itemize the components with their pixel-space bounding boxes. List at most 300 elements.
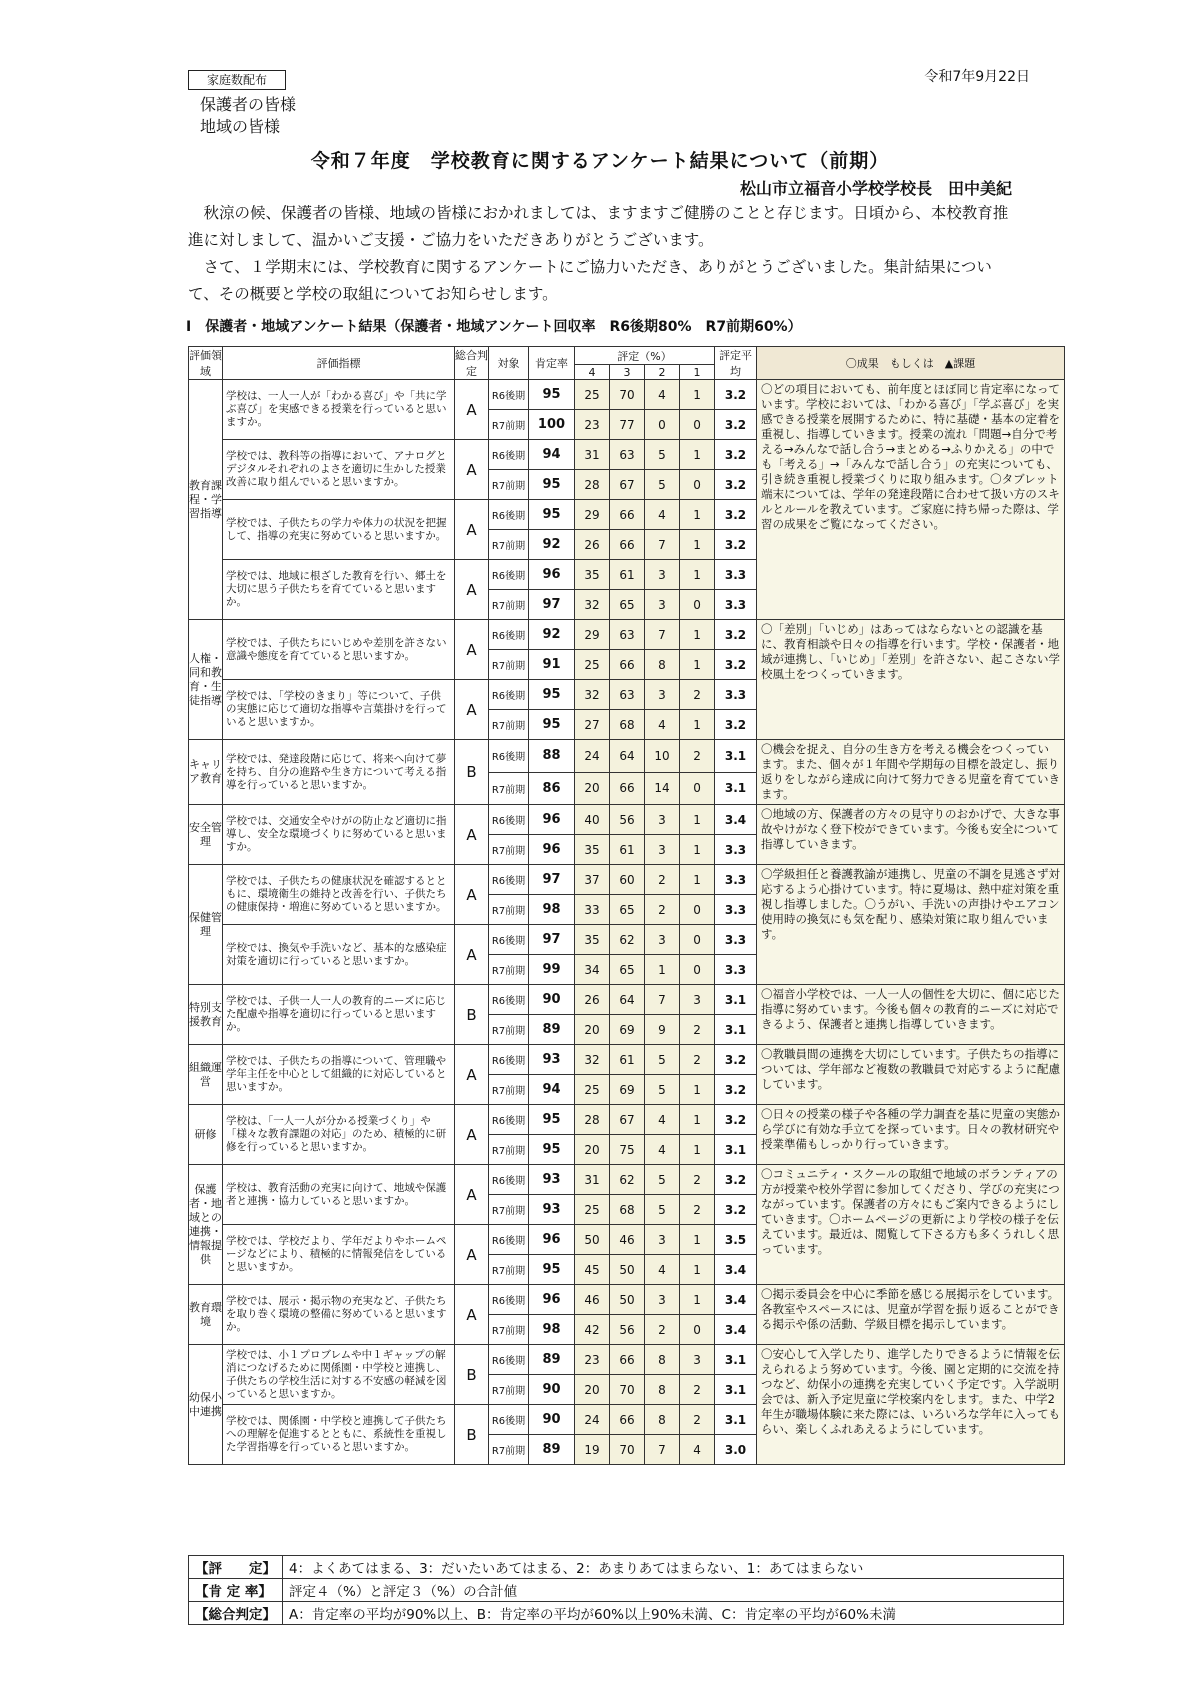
eval4-cell: 32 — [575, 680, 610, 710]
term-cell: R7前期 — [489, 1435, 529, 1465]
eval2-cell: 4 — [645, 1255, 680, 1285]
term-cell: R6後期 — [489, 925, 529, 955]
eval1-cell: 1 — [680, 530, 715, 560]
rate-cell: 95 — [529, 380, 575, 410]
avg-cell: 3.5 — [715, 1225, 757, 1255]
indicator-cell: 学校では、地域に根ざした教育を行い、郷土を大切に思う子供たちを育てていると思いますか。 — [223, 560, 455, 620]
result-cell: 〇「差別」「いじめ」はあってはならないとの認識を基に、教育相談や日々の指導を行います。学校・保護者・地域が連携し、「いじめ」「差別」を許さない、起こさない学校風土をつくっていきます。 — [757, 620, 1065, 740]
indicator-cell: 学校では、教科等の指導において、アナログとデジタルそれぞれのよさを適切に生かした授業改善に取り組んでいると思いますか。 — [223, 440, 455, 500]
result-cell: 〇学級担任と養護教諭が連携し、児童の不調を見逃さず対応するよう心掛けています。特に夏場は、熱中症対策を重視し指導しました。〇うがい、手洗いの声掛けやエアコン使用時の換気にも気を配り、感染対策に取り組んでいます。 — [757, 865, 1065, 985]
eval1-cell: 2 — [680, 1375, 715, 1405]
header-eval: 評定（%） — [575, 347, 715, 365]
eval2-cell: 0 — [645, 410, 680, 440]
eval1-cell: 2 — [680, 740, 715, 773]
eval1-cell: 3 — [680, 1345, 715, 1375]
avg-cell: 3.3 — [715, 895, 757, 925]
eval3-cell: 50 — [610, 1255, 645, 1285]
author-line: 松山市立福音小学校学校長 田中美紀 — [739, 179, 1012, 198]
avg-cell: 3.3 — [715, 925, 757, 955]
section-title: Ⅰ 保護者・地域アンケート結果（保護者・地域アンケート回収率 R6後期80% R7前期60%） — [186, 319, 802, 335]
header-e3: 3 — [610, 365, 645, 380]
term-cell: R7前期 — [489, 835, 529, 865]
rate-cell: 95 — [529, 710, 575, 740]
result-cell: 〇地域の方、保護者の方々の見守りのおかげで、大きな事故やけがなく登下校ができています。今後も安全について指導していきます。 — [757, 805, 1065, 865]
eval2-cell: 2 — [645, 1315, 680, 1345]
avg-cell: 3.4 — [715, 1255, 757, 1285]
avg-cell: 3.1 — [715, 1135, 757, 1165]
rate-cell: 96 — [529, 805, 575, 835]
eval2-cell: 5 — [645, 1165, 680, 1195]
term-cell: R7前期 — [489, 530, 529, 560]
avg-cell: 3.1 — [715, 1405, 757, 1435]
term-cell: R7前期 — [489, 1135, 529, 1165]
avg-cell: 3.3 — [715, 680, 757, 710]
legend-key-judge: 【総合判定】 — [189, 1602, 283, 1625]
term-cell: R6後期 — [489, 805, 529, 835]
indicator-cell: 学校では、「学校のきまり」等について、子供の実態に応じて適切な指導や言葉掛けを行っていると思いますか。 — [223, 680, 455, 740]
eval2-cell: 4 — [645, 380, 680, 410]
eval4-cell: 29 — [575, 500, 610, 530]
term-cell: R6後期 — [489, 1105, 529, 1135]
eval2-cell: 9 — [645, 1015, 680, 1045]
term-cell: R7前期 — [489, 895, 529, 925]
area-cell: 特別支援教育 — [189, 985, 223, 1045]
legend-value-rate: 評定４（%）と評定３（%）の合計値 — [283, 1579, 1064, 1602]
term-cell: R7前期 — [489, 1315, 529, 1345]
eval1-cell: 1 — [680, 650, 715, 680]
eval4-cell: 25 — [575, 650, 610, 680]
term-cell: R6後期 — [489, 560, 529, 590]
eval1-cell: 0 — [680, 925, 715, 955]
indicator-cell: 学校では、子供一人一人の教育的ニーズに応じた配慮や指導を適切に行っていると思いますか。 — [223, 985, 455, 1045]
judge-cell: A — [455, 1045, 489, 1105]
term-cell: R6後期 — [489, 440, 529, 470]
avg-cell: 3.1 — [715, 1375, 757, 1405]
eval3-cell: 66 — [610, 772, 645, 805]
term-cell: R6後期 — [489, 1225, 529, 1255]
avg-cell: 3.2 — [715, 1195, 757, 1225]
eval2-cell: 5 — [645, 440, 680, 470]
judge-cell: A — [455, 620, 489, 680]
eval2-cell: 3 — [645, 805, 680, 835]
rate-cell: 89 — [529, 1345, 575, 1375]
eval1-cell: 1 — [680, 1105, 715, 1135]
rate-cell: 98 — [529, 895, 575, 925]
rate-cell: 92 — [529, 530, 575, 560]
eval3-cell: 65 — [610, 955, 645, 985]
judge-cell: A — [455, 1285, 489, 1345]
eval2-cell: 3 — [645, 1285, 680, 1315]
rate-cell: 94 — [529, 1075, 575, 1105]
eval2-cell: 4 — [645, 1105, 680, 1135]
rate-cell: 95 — [529, 1105, 575, 1135]
eval2-cell: 2 — [645, 865, 680, 895]
avg-cell: 3.2 — [715, 380, 757, 410]
area-cell: 教育課程・学習指導 — [189, 380, 223, 620]
addressee-parents: 保護者の皆様 — [200, 95, 297, 114]
issue-date: 令和7年9月22日 — [924, 69, 1030, 85]
result-cell: 〇福音小学校では、一人一人の個性を大切に、個に応じた指導に努めています。今後も個々の教育的ニーズに対応できるよう、保護者と連携し指導していきます。 — [757, 985, 1065, 1045]
eval2-cell: 4 — [645, 710, 680, 740]
rate-cell: 94 — [529, 440, 575, 470]
indicator-cell: 学校は、教育活動の充実に向けて、地域や保護者と連携・協力していると思いますか。 — [223, 1165, 455, 1225]
header-area: 評価領域 — [189, 347, 223, 380]
rate-cell: 95 — [529, 680, 575, 710]
eval4-cell: 50 — [575, 1225, 610, 1255]
header-result: 〇成果 もしくは ▲課題 — [757, 347, 1065, 380]
eval4-cell: 23 — [575, 1345, 610, 1375]
eval4-cell: 35 — [575, 835, 610, 865]
eval3-cell: 69 — [610, 1015, 645, 1045]
eval4-cell: 25 — [575, 380, 610, 410]
judge-cell: A — [455, 925, 489, 985]
rate-cell: 96 — [529, 1225, 575, 1255]
eval3-cell: 56 — [610, 1315, 645, 1345]
rate-cell: 88 — [529, 740, 575, 773]
eval3-cell: 60 — [610, 865, 645, 895]
term-cell: R7前期 — [489, 955, 529, 985]
eval3-cell: 64 — [610, 740, 645, 773]
eval1-cell: 2 — [680, 680, 715, 710]
eval4-cell: 42 — [575, 1315, 610, 1345]
rate-cell: 99 — [529, 955, 575, 985]
avg-cell: 3.2 — [715, 410, 757, 440]
judge-cell: A — [455, 1165, 489, 1225]
eval4-cell: 19 — [575, 1435, 610, 1465]
legend-value-eval: 4：よくあてはまる、3：だいたいあてはまる、2：あまりあてはまらない、1：あてはまらない — [283, 1556, 1064, 1579]
eval3-cell: 68 — [610, 1195, 645, 1225]
table-row — [189, 1045, 1065, 1075]
term-cell: R7前期 — [489, 1075, 529, 1105]
eval1-cell: 1 — [680, 440, 715, 470]
eval3-cell: 66 — [610, 650, 645, 680]
eval3-cell: 68 — [610, 710, 645, 740]
avg-cell: 3.1 — [715, 985, 757, 1015]
avg-cell: 3.2 — [715, 530, 757, 560]
result-cell: 〇日々の授業の様子や各種の学力調査を基に児童の実態から学びに有効な手立てを探っています。日々の教材研究や授業準備もしっかり行っていきます。 — [757, 1105, 1065, 1165]
eval4-cell: 23 — [575, 410, 610, 440]
eval4-cell: 20 — [575, 1375, 610, 1405]
area-cell: キャリア教育 — [189, 740, 223, 805]
eval2-cell: 7 — [645, 620, 680, 650]
eval3-cell: 61 — [610, 835, 645, 865]
header-e1: 1 — [680, 365, 715, 380]
eval1-cell: 1 — [680, 620, 715, 650]
eval3-cell: 61 — [610, 560, 645, 590]
table-row — [189, 985, 1065, 1015]
eval2-cell: 1 — [645, 955, 680, 985]
intro-paragraph: さて、１学期末には、学校教育に関するアンケートにご協力いただき、ありがとうございました。集計結果について、その概要と学校の取組についてお知らせします。 — [188, 258, 992, 303]
table-row — [189, 1165, 1065, 1195]
eval3-cell: 63 — [610, 680, 645, 710]
term-cell: R7前期 — [489, 590, 529, 620]
eval2-cell: 3 — [645, 560, 680, 590]
avg-cell: 3.3 — [715, 590, 757, 620]
judge-cell: A — [455, 805, 489, 865]
term-cell: R6後期 — [489, 1285, 529, 1315]
eval2-cell: 7 — [645, 530, 680, 560]
eval1-cell: 0 — [680, 590, 715, 620]
eval1-cell: 1 — [680, 835, 715, 865]
avg-cell: 3.4 — [715, 1285, 757, 1315]
eval4-cell: 32 — [575, 590, 610, 620]
eval3-cell: 62 — [610, 925, 645, 955]
eval4-cell: 32 — [575, 1045, 610, 1075]
header-indicator: 評価指標 — [223, 347, 455, 380]
eval4-cell: 37 — [575, 865, 610, 895]
eval3-cell: 65 — [610, 590, 645, 620]
term-cell: R6後期 — [489, 865, 529, 895]
results-table — [188, 346, 1065, 1465]
eval1-cell: 1 — [680, 1075, 715, 1105]
result-cell: 〇教職員間の連携を大切にしています。子供たちの指導については、学年部など複数の教職員で対応するように配慮しています。 — [757, 1045, 1065, 1105]
eval3-cell: 67 — [610, 470, 645, 500]
eval2-cell: 3 — [645, 590, 680, 620]
result-cell: 〇掲示委員会を中心に季節を感じる展掲示をしています。各教室やスペースには、児童が学習を振り返ることができる掲示や係の活動、学級目標を掲示しています。 — [757, 1285, 1065, 1345]
term-cell: R7前期 — [489, 772, 529, 805]
eval2-cell: 7 — [645, 1435, 680, 1465]
rate-cell: 96 — [529, 560, 575, 590]
eval4-cell: 28 — [575, 1105, 610, 1135]
eval3-cell: 61 — [610, 1045, 645, 1075]
term-cell: R6後期 — [489, 380, 529, 410]
avg-cell: 3.3 — [715, 560, 757, 590]
indicator-cell: 学校では、子供たちの学力や体力の状況を把握して、指導の充実に努めていると思いますか。 — [223, 500, 455, 560]
result-cell: 〇どの項目においても、前年度とほぼ同じ肯定率になっています。学校においては、「わかる喜び」「学ぶ喜び」を実感できる授業を展開するために、特に基礎・基本の定着を重視し、指導していきます。授業の流れ「問題→自分で考える→みんなで話し合う→まとめる→ふりかえる」の中でも「考える」→「みんなで話し合う」の充実についても、引き続き重視し授業づくりに取り組みます。〇タブレット端末については、学年の発達段階に合わせて扱い方のスキルとルールを教えています。ご家庭に持ち帰った際は、学習の成果をご覧になってください。 — [757, 380, 1065, 620]
eval1-cell: 0 — [680, 895, 715, 925]
indicator-cell: 学校では、子供たちにいじめや差別を許さない意識や態度を育てていると思いますか。 — [223, 620, 455, 680]
eval4-cell: 34 — [575, 955, 610, 985]
area-cell: 安全管理 — [189, 805, 223, 865]
judge-cell: A — [455, 500, 489, 560]
avg-cell: 3.1 — [715, 1345, 757, 1375]
eval1-cell: 0 — [680, 1315, 715, 1345]
avg-cell: 3.2 — [715, 1165, 757, 1195]
eval4-cell: 46 — [575, 1285, 610, 1315]
eval3-cell: 66 — [610, 1405, 645, 1435]
indicator-cell: 学校は、一人一人が「わかる喜び」や「共に学ぶ喜び」を実感できる授業を行っていると思いますか。 — [223, 380, 455, 440]
eval1-cell: 2 — [680, 1405, 715, 1435]
eval1-cell: 1 — [680, 710, 715, 740]
avg-cell: 3.2 — [715, 1045, 757, 1075]
area-cell: 保護者・地域との連携・情報提供 — [189, 1165, 223, 1285]
area-cell: 教育環境 — [189, 1285, 223, 1345]
rate-cell: 91 — [529, 650, 575, 680]
avg-cell: 3.1 — [715, 772, 757, 805]
avg-cell: 3.3 — [715, 835, 757, 865]
indicator-cell: 学校では、交通安全やけがの防止など適切に指導し、安全な環境づくりに努めていると思いますか。 — [223, 805, 455, 865]
indicator-cell: 学校は、「一人一人が分かる授業づくり」や「様々な教育課題の対応」のため、積極的に研修を行っていると思いますか。 — [223, 1105, 455, 1165]
rate-cell: 89 — [529, 1015, 575, 1045]
legend-key-rate: 【肯 定 率】 — [189, 1579, 283, 1602]
rate-cell: 95 — [529, 1255, 575, 1285]
term-cell: R6後期 — [489, 1045, 529, 1075]
eval1-cell: 1 — [680, 865, 715, 895]
indicator-cell: 学校では、換気や手洗いなど、基本的な感染症対策を適切に行っていると思いますか。 — [223, 925, 455, 985]
eval4-cell: 20 — [575, 772, 610, 805]
eval2-cell: 5 — [645, 470, 680, 500]
area-cell: 組織運営 — [189, 1045, 223, 1105]
header-e4: 4 — [575, 365, 610, 380]
eval3-cell: 66 — [610, 530, 645, 560]
eval3-cell: 70 — [610, 1375, 645, 1405]
eval3-cell: 75 — [610, 1135, 645, 1165]
judge-cell: A — [455, 1105, 489, 1165]
header-target: 対象 — [489, 347, 529, 380]
indicator-cell: 学校では、小１プロブレムや中１ギャップの解消につなげるために関係園・中学校と連携し、子供たちの学校生活に対する不安感の軽減を図っていると思いますか。 — [223, 1345, 455, 1405]
eval1-cell: 1 — [680, 560, 715, 590]
term-cell: R7前期 — [489, 470, 529, 500]
eval4-cell: 25 — [575, 1195, 610, 1225]
eval3-cell: 66 — [610, 1345, 645, 1375]
eval1-cell: 2 — [680, 1045, 715, 1075]
table-row — [189, 1345, 1065, 1375]
rate-cell: 92 — [529, 620, 575, 650]
eval4-cell: 25 — [575, 1075, 610, 1105]
eval1-cell: 0 — [680, 772, 715, 805]
avg-cell: 3.4 — [715, 805, 757, 835]
eval3-cell: 64 — [610, 985, 645, 1015]
area-cell: 幼保小中連携 — [189, 1345, 223, 1465]
avg-cell: 3.3 — [715, 865, 757, 895]
eval1-cell: 1 — [680, 500, 715, 530]
eval2-cell: 3 — [645, 835, 680, 865]
eval2-cell: 4 — [645, 1135, 680, 1165]
eval4-cell: 35 — [575, 560, 610, 590]
header-e2: 2 — [645, 365, 680, 380]
eval1-cell: 1 — [680, 1255, 715, 1285]
legend-table — [188, 1555, 1064, 1625]
legend-value-judge: A：肯定率の平均が90%以上、B：肯定率の平均が60%以上90%未満、C：肯定率の平均が60%未満 — [283, 1602, 1064, 1625]
legend-key-eval: 【評 定】 — [189, 1556, 283, 1579]
eval1-cell: 1 — [680, 805, 715, 835]
eval1-cell: 1 — [680, 1135, 715, 1165]
judge-cell: A — [455, 1225, 489, 1285]
rate-cell: 90 — [529, 1375, 575, 1405]
eval1-cell: 2 — [680, 1165, 715, 1195]
rate-cell: 90 — [529, 1405, 575, 1435]
avg-cell: 3.2 — [715, 1105, 757, 1135]
avg-cell: 3.4 — [715, 1315, 757, 1345]
eval2-cell: 3 — [645, 1225, 680, 1255]
table-row — [189, 1285, 1065, 1315]
rate-cell: 97 — [529, 590, 575, 620]
eval3-cell: 62 — [610, 1165, 645, 1195]
eval4-cell: 27 — [575, 710, 610, 740]
eval3-cell: 70 — [610, 380, 645, 410]
table-row — [189, 380, 1065, 410]
rate-cell: 100 — [529, 410, 575, 440]
eval2-cell: 10 — [645, 740, 680, 773]
header-judge: 総合判定 — [455, 347, 489, 380]
eval3-cell: 50 — [610, 1285, 645, 1315]
term-cell: R7前期 — [489, 1375, 529, 1405]
rate-cell: 93 — [529, 1165, 575, 1195]
term-cell: R6後期 — [489, 985, 529, 1015]
eval2-cell: 8 — [645, 1345, 680, 1375]
eval1-cell: 1 — [680, 1285, 715, 1315]
term-cell: R6後期 — [489, 1405, 529, 1435]
eval4-cell: 20 — [575, 1015, 610, 1045]
avg-cell: 3.2 — [715, 500, 757, 530]
eval4-cell: 31 — [575, 440, 610, 470]
eval4-cell: 35 — [575, 925, 610, 955]
eval4-cell: 20 — [575, 1135, 610, 1165]
header-avg: 評定平均 — [715, 347, 757, 380]
eval3-cell: 63 — [610, 620, 645, 650]
eval2-cell: 5 — [645, 1045, 680, 1075]
result-cell: 〇安心して入学したり、進学したりできるように情報を伝えられるよう努めています。今後、園と定期的に交流を持つなど、幼保小の連携を充実していく予定です。入学説明会では、新入予定児童に学校案内をします。また、中学2年生が職場体験に来た際には、いろいろな学年に入ってもらい、楽しくふれあえるようにしています。 — [757, 1345, 1065, 1465]
rate-cell: 95 — [529, 500, 575, 530]
judge-cell: A — [455, 380, 489, 440]
judge-cell: B — [455, 740, 489, 805]
rate-cell: 95 — [529, 470, 575, 500]
term-cell: R7前期 — [489, 650, 529, 680]
eval2-cell: 4 — [645, 500, 680, 530]
eval1-cell: 0 — [680, 470, 715, 500]
document-title: 令和７年度 学校教育に関するアンケート結果について（前期） — [310, 150, 890, 172]
term-cell: R6後期 — [489, 680, 529, 710]
eval2-cell: 14 — [645, 772, 680, 805]
rate-cell: 97 — [529, 865, 575, 895]
result-cell: 〇機会を捉え、自分の生き方を考える機会をつくっています。また、個々が１年間や学期毎の目標を設定し、振り返りをしながら達成に向けて努力できる児童を育てていきます。 — [757, 740, 1065, 805]
area-cell: 人権・同和教育・生徒指導 — [189, 620, 223, 740]
eval1-cell: 1 — [680, 1225, 715, 1255]
term-cell: R6後期 — [489, 620, 529, 650]
indicator-cell: 学校では、子供たちの指導について、管理職や学年主任を中心として組織的に対応していると思いますか。 — [223, 1045, 455, 1105]
rate-cell: 93 — [529, 1045, 575, 1075]
eval2-cell: 3 — [645, 680, 680, 710]
eval3-cell: 46 — [610, 1225, 645, 1255]
eval4-cell: 31 — [575, 1165, 610, 1195]
table-row — [189, 620, 1065, 650]
eval3-cell: 70 — [610, 1435, 645, 1465]
term-cell: R7前期 — [489, 410, 529, 440]
eval2-cell: 5 — [645, 1075, 680, 1105]
judge-cell: A — [455, 440, 489, 500]
judge-cell: A — [455, 680, 489, 740]
term-cell: R7前期 — [489, 1255, 529, 1285]
eval2-cell: 2 — [645, 895, 680, 925]
eval4-cell: 24 — [575, 1405, 610, 1435]
area-cell: 研修 — [189, 1105, 223, 1165]
term-cell: R7前期 — [489, 1015, 529, 1045]
area-cell: 保健管理 — [189, 865, 223, 985]
indicator-cell: 学校では、発達段階に応じて、将来へ向けて夢を持ち、自分の進路や生き方について考える指導を行っていると思いますか。 — [223, 740, 455, 805]
eval2-cell: 5 — [645, 1195, 680, 1225]
eval1-cell: 0 — [680, 410, 715, 440]
rate-cell: 98 — [529, 1315, 575, 1345]
eval2-cell: 7 — [645, 985, 680, 1015]
eval3-cell: 69 — [610, 1075, 645, 1105]
eval4-cell: 26 — [575, 985, 610, 1015]
eval4-cell: 26 — [575, 530, 610, 560]
avg-cell: 3.3 — [715, 955, 757, 985]
eval1-cell: 4 — [680, 1435, 715, 1465]
term-cell: R7前期 — [489, 710, 529, 740]
avg-cell: 3.2 — [715, 470, 757, 500]
eval2-cell: 8 — [645, 1375, 680, 1405]
eval4-cell: 40 — [575, 805, 610, 835]
avg-cell: 3.2 — [715, 620, 757, 650]
eval4-cell: 29 — [575, 620, 610, 650]
rate-cell: 93 — [529, 1195, 575, 1225]
eval3-cell: 67 — [610, 1105, 645, 1135]
indicator-cell: 学校では、学校だより、学年だよりやホームページなどにより、積極的に情報発信をしていると思いますか。 — [223, 1225, 455, 1285]
distribution-tag: 家庭数配布 — [188, 70, 286, 90]
indicator-cell: 学校では、展示・掲示物の充実など、子供たちを取り巻く環境の整備に努めていると思いますか。 — [223, 1285, 455, 1345]
term-cell: R6後期 — [489, 500, 529, 530]
